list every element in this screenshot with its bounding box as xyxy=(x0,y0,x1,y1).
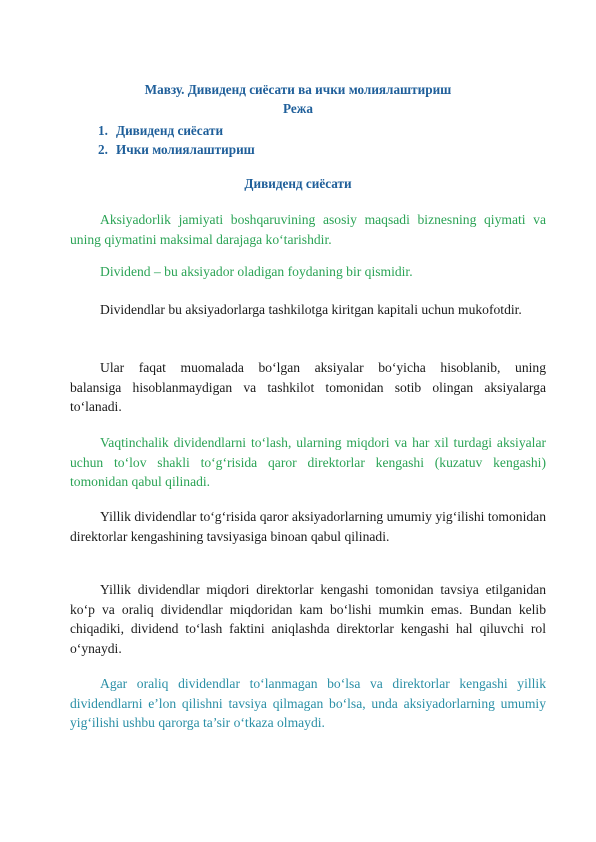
paragraph-dividend-reward: Dividendlar bu aksiyadorlarga tashkilotga kiritgan kapitali uchun mukofotdir. xyxy=(100,302,522,317)
paragraph-annual-dividends: Yillik dividendlar to‘g‘risida qaror aksiyadorlarning umumiy yig‘ilishi tomonidan direktorlar kengashining tavsiyasiga binoan qabul qilinadi. xyxy=(70,509,546,544)
paragraph-interim-dividends: Vaqtinchalik dividendlarni to‘lash, ularning miqdori va har xil turdagi aksiyalar uchun to‘lov shakli to‘g‘risida qaror direktorlar kengashi (kuzatuv kengashi) tomonidan qabul qilinadi. xyxy=(70,435,546,490)
plan-item-label: Ички молиялаштириш xyxy=(116,142,255,157)
plan-list xyxy=(98,121,255,159)
plan-item-number: 1. xyxy=(98,123,108,138)
plan-item-label: Дивиденд сиёсати xyxy=(116,123,224,138)
paragraph-outstanding-shares: Ular faqat muomalada bo‘lgan aksiyalar bo‘yicha hisoblanib, uning balansiga hisoblanmaydigan va tashkilot tomonidan sotib olingan aksiyalarga to‘lanadi. xyxy=(70,360,546,415)
plan-item xyxy=(98,121,255,140)
section-title: Дивиденд сиёсати xyxy=(244,176,352,191)
paragraph-annual-amount: Yillik dividendlar miqdori direktorlar kengashi tomonidan tavsiya etilganidan ko‘p va oraliq dividendlar miqdoridan kam bo‘lishi mumkin emas. Bundan kelib chiqadiki, dividend to‘lash faktini aniqlashda direktorlar kengashi hal qiluvchi rol o‘ynaydi. xyxy=(70,582,546,656)
paragraph-business-goal: Aksiyadorlik jamiyati boshqaruvining asosiy maqsadi biznesning qiymati va uning qiymatini maksimal darajaga ko‘tarishdir. xyxy=(70,212,546,247)
paragraph-dividend-definition: Dividend – bu aksiyador oladigan foydaning bir qismidir. xyxy=(100,264,413,279)
plan-item-number: 2. xyxy=(98,142,108,157)
page-title: Мавзу. Дивиденд сиёсати ва ички молиялаштириш xyxy=(144,82,452,97)
paragraph-shareholders-meeting: Agar oraliq dividendlar to‘lanmagan bo‘lsa va direktorlar kengashi yillik dividendlarni e’lon qilishni tavsiya qilmagan bo‘lsa, unda aksiyadorlarning umumiy yig‘ilishi ushbu qarorga ta’sir o‘tkaza olmaydi. xyxy=(70,676,546,731)
page-subtitle: Режа xyxy=(283,101,313,116)
plan-item xyxy=(98,140,255,159)
